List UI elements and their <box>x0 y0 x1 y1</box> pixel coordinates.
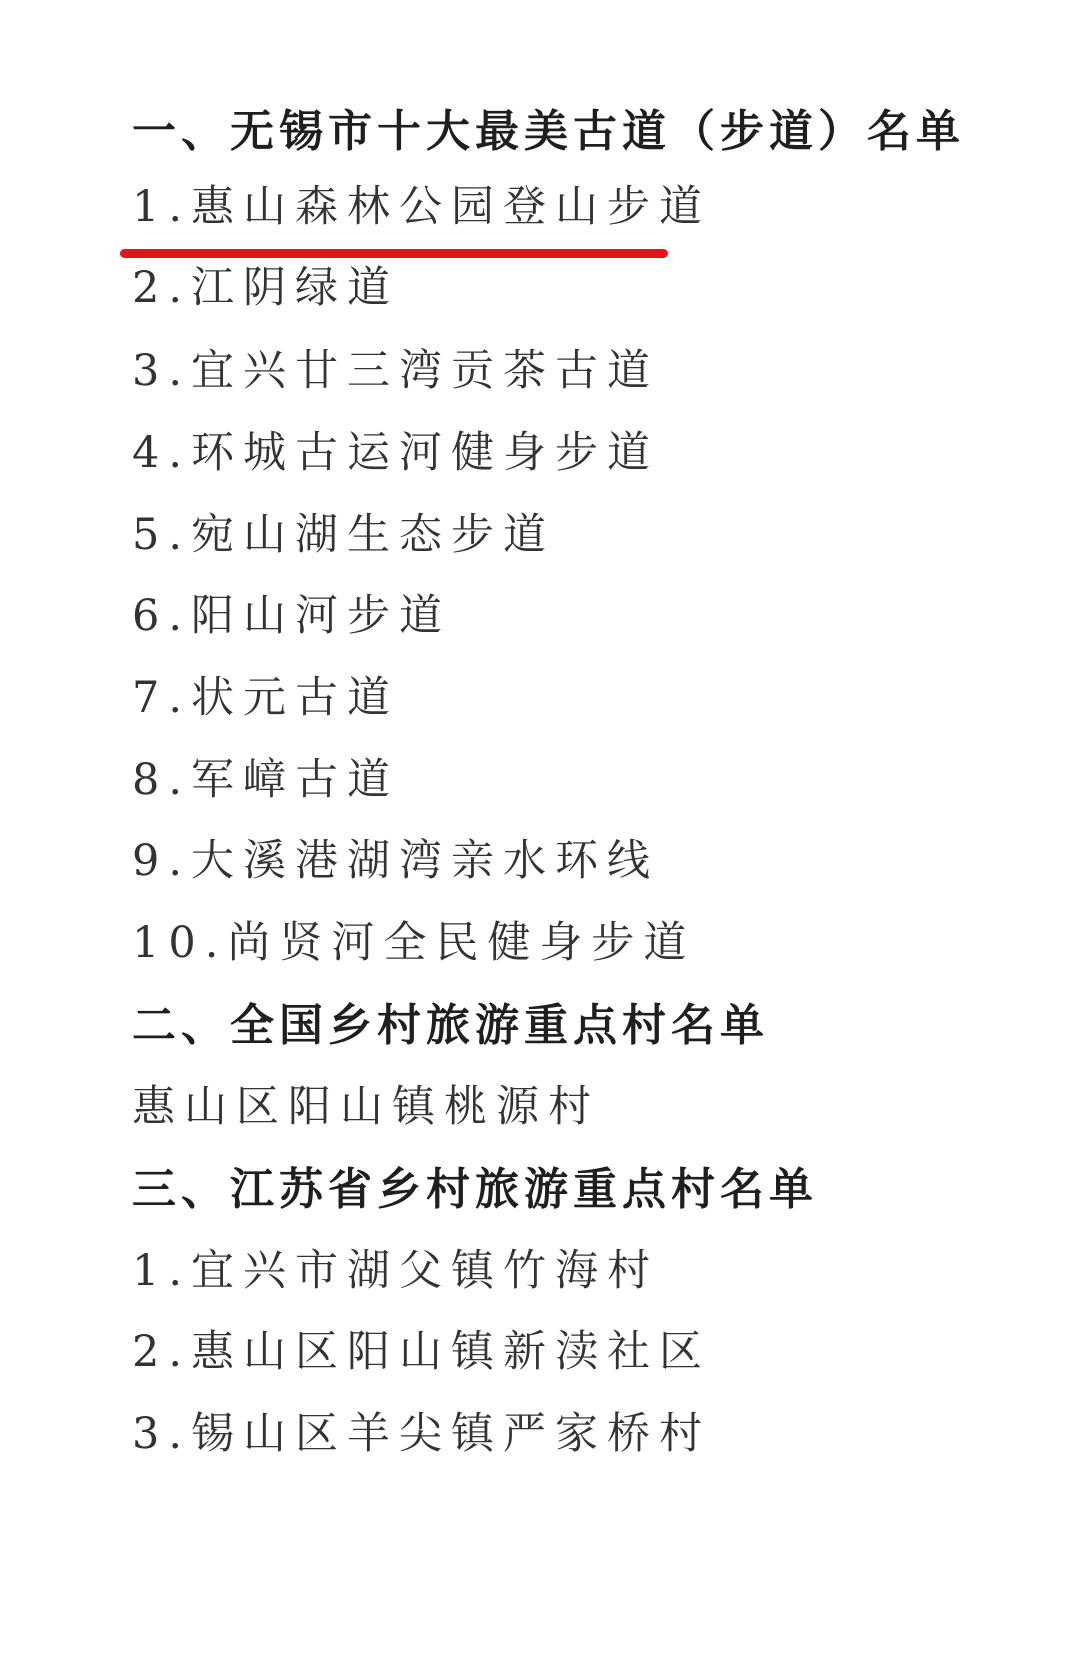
section-1-item-2: 2.江阴绿道 <box>132 263 400 313</box>
section-3-item-3: 3.锡山区羊尖镇严家桥村 <box>132 1409 712 1459</box>
section-2-item-1: 惠山区阳山镇桃源村 <box>132 1082 600 1132</box>
section-1-item-9: 9.大溪港湖湾亲水环线 <box>132 836 660 886</box>
section-1-item-3: 3.宜兴廿三湾贡茶古道 <box>132 346 660 396</box>
section-1-heading: 一、无锡市十大最美古道（步道）名单 <box>132 106 965 157</box>
section-1-item-6: 6.阳山河步道 <box>132 591 452 641</box>
section-3-heading: 三、江苏省乡村旅游重点村名单 <box>132 1164 818 1215</box>
section-3-item-1: 1.宜兴市湖父镇竹海村 <box>132 1246 660 1296</box>
section-1-item-1: 1.惠山森林公园登山步道 <box>132 182 712 232</box>
section-1-item-4: 4.环城古运河健身步道 <box>132 428 660 478</box>
section-2-heading: 二、全国乡村旅游重点村名单 <box>132 1000 769 1051</box>
red-underline-highlight <box>120 249 668 258</box>
section-1-item-7: 7.状元古道 <box>132 673 400 723</box>
section-1-item-5: 5.宛山湖生态步道 <box>132 510 556 560</box>
section-3-item-2: 2.惠山区阳山镇新渎社区 <box>132 1327 712 1377</box>
section-1-item-8: 8.军嶂古道 <box>132 755 400 805</box>
section-1-item-10: 10.尚贤河全民健身步道 <box>132 918 696 968</box>
